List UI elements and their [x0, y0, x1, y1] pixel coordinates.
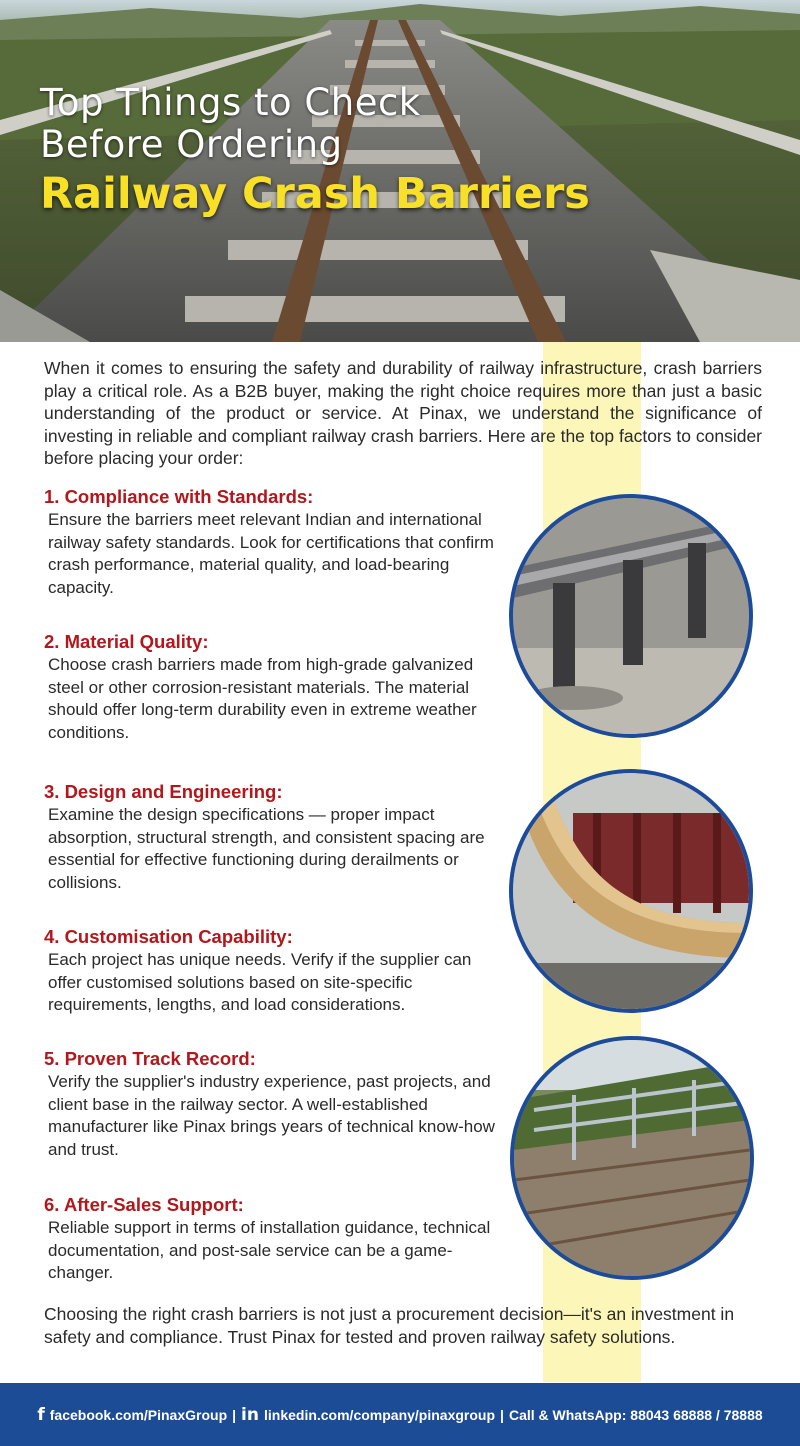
footer-separator: |	[500, 1406, 504, 1423]
hero-title-highlight: Railway Crash Barriers	[40, 169, 590, 219]
closing-paragraph: Choosing the right crash barriers is not just a procurement decision—it's an investment in safety and compliance. Trust Pinax for tested and proven railway safety solutions.	[44, 1304, 735, 1347]
crash-barrier-photo-1	[509, 494, 753, 738]
section-track-record	[44, 1047, 499, 1161]
hero-banner	[0, 0, 800, 342]
contact-phone: Call & WhatsApp: 88043 68888 / 78888	[508, 1406, 763, 1423]
section-body: Reliable support in terms of installation guidance, technical documentation, and post-sale service can be a game-changer.	[48, 1218, 491, 1282]
section-heading: 3. Design and Engineering:	[44, 781, 283, 802]
section-body: Choose crash barriers made from high-grade galvanized steel or other corrosion-resistant materials. The material should offer long-term durability even in extreme weather conditions.	[48, 655, 477, 742]
section-heading: 2. Material Quality:	[44, 631, 209, 652]
section-customisation	[44, 925, 499, 1017]
section-material-quality	[44, 630, 499, 744]
hero-title	[40, 82, 590, 222]
section-heading: 4. Customisation Capability:	[44, 926, 293, 947]
section-body: Verify the supplier's industry experience, past projects, and client base in the railway sector. A well-established manufacturer like Pinax brings years of technical know-how and trust.	[48, 1072, 495, 1159]
section-body: Examine the design specifications — proper impact absorption, structural strength, and consistent spacing are essential for effective functioning during derailments or collisions.	[48, 805, 485, 892]
section-after-sales	[44, 1193, 499, 1285]
section-body: Ensure the barriers meet relevant Indian and international railway safety standards. Look for certifications that confirm crash performance, material quality, and load-bearing capacity.	[48, 510, 494, 597]
section-compliance	[44, 485, 499, 599]
section-heading: 1. Compliance with Standards:	[44, 486, 314, 507]
linkedin-icon: in	[241, 1404, 259, 1425]
crash-barrier-photo-3	[510, 1036, 754, 1280]
facebook-icon: f	[37, 1404, 45, 1425]
hero-title-line-1: Top Things to Check	[40, 81, 421, 124]
footer-separator: |	[232, 1406, 237, 1423]
linkedin-link[interactable]: linkedin.com/company/pinaxgroup	[263, 1406, 496, 1423]
curved-barrier-image	[513, 773, 749, 1009]
section-design-engineering	[44, 780, 499, 894]
intro-paragraph: When it comes to ensuring the safety and durability of railway infrastructure, crash barriers play a critical role. As a B2B buyer, making the right choice requires more than just a basic understanding of the product or service. At Pinax, we understand the significance of investing in reliable and compliant railway crash barriers. Here are the top factors to consider before placing your order:	[44, 358, 762, 468]
hero-title-line-2: Before Ordering	[40, 123, 343, 166]
section-body: Each project has unique needs. Verify if the supplier can offer customised solutions based on site-specific requirements, lengths, and load considerations.	[48, 950, 472, 1014]
contact-footer	[0, 1383, 800, 1446]
crash-barrier-photo-2	[509, 769, 753, 1013]
facebook-link[interactable]: facebook.com/PinaxGroup	[49, 1406, 228, 1423]
section-heading: 6. After-Sales Support:	[44, 1194, 244, 1215]
trackside-barrier-image	[514, 1040, 750, 1276]
section-heading: 5. Proven Track Record:	[44, 1048, 256, 1069]
steel-barrier-closeup-image	[513, 498, 749, 734]
